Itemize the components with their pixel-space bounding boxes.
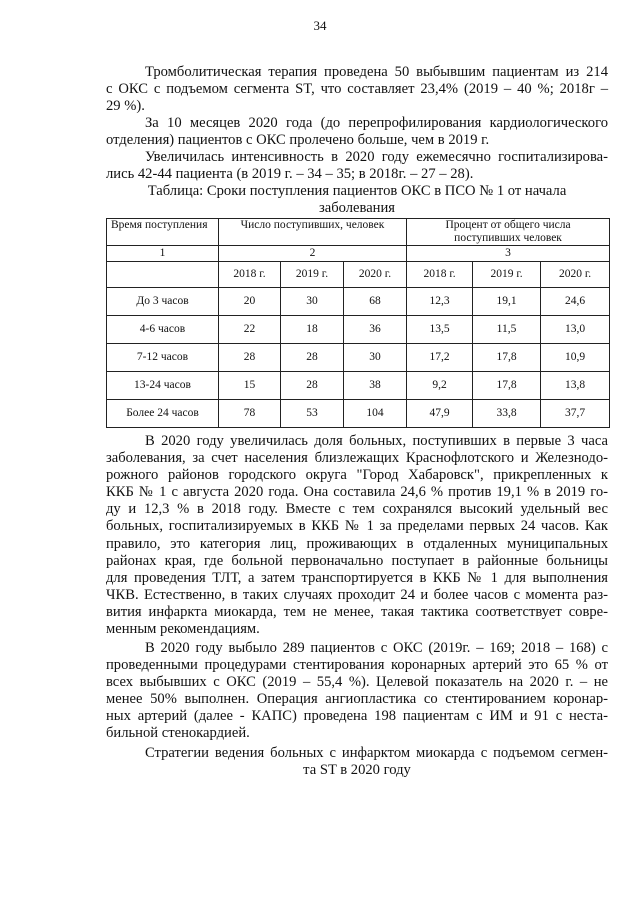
table-cell: 19,1 bbox=[473, 288, 541, 316]
text-line: для проведения ТЛТ, а затем транспортируется в ККБ № 1 для выполнения bbox=[106, 569, 608, 586]
text-line: районах края, где больной первоначально поступает в районные больницы bbox=[106, 552, 608, 569]
table-column-numbers-row bbox=[107, 246, 610, 262]
text-line: В 2020 году увеличилась доля больных, поступивших в первые 3 часа bbox=[145, 433, 608, 449]
text-line: В 2020 году выбыло 289 пациентов с ОКС (2019г. – 169; 2018 – 168) с bbox=[145, 640, 608, 656]
table-row bbox=[107, 344, 610, 372]
table-cell: 36 bbox=[344, 316, 407, 344]
table-caption bbox=[106, 183, 608, 217]
text-line: ККБ № 1 с августа 2020 года. Она составила 24,6 % против 19,1 % в 2019 го- bbox=[106, 484, 608, 501]
column-number: 1 bbox=[107, 246, 219, 262]
table-cell: 38 bbox=[344, 372, 407, 400]
text-line: ду и 12,3 % в 2018 году. Вместе с тем сохранялся высокий удельный вес bbox=[106, 501, 608, 518]
page-number: 34 bbox=[313, 18, 327, 33]
table-cell: 28 bbox=[219, 344, 281, 372]
heading-line: та ST в 2020 году bbox=[303, 762, 411, 779]
header-time: Время поступления bbox=[107, 219, 219, 246]
section-heading-strategies bbox=[106, 745, 608, 779]
column-number: 3 bbox=[407, 246, 610, 262]
empty-cell bbox=[107, 262, 219, 288]
table-row bbox=[107, 400, 610, 428]
year-header: 2018 г. bbox=[219, 262, 281, 288]
table-cell: 12,3 bbox=[407, 288, 473, 316]
year-header: 2020 г. bbox=[541, 262, 610, 288]
table-cell: 47,9 bbox=[407, 400, 473, 428]
table-cell: 30 bbox=[344, 344, 407, 372]
table-cell: 53 bbox=[281, 400, 344, 428]
year-header: 2019 г. bbox=[281, 262, 344, 288]
text-line: ЧКВ. Естественно, в таких случаях проходит 24 и более часов с момента раз- bbox=[106, 586, 608, 603]
paragraph-intensity bbox=[106, 149, 608, 183]
text-line: Увеличилась интенсивность в 2020 году ежемесячно госпитализирова- bbox=[145, 149, 608, 165]
row-label: 13-24 часов bbox=[107, 372, 219, 400]
table-row bbox=[107, 288, 610, 316]
paragraph-thrombolysis bbox=[106, 64, 608, 115]
text-line: больных, госпитализируемых в ККБ № 1 за пределами первых 24 часов. Как bbox=[106, 518, 608, 535]
header-percent: Процент от общего числа поступивших человек bbox=[407, 219, 610, 246]
table-row bbox=[107, 372, 610, 400]
table-cell: 11,5 bbox=[473, 316, 541, 344]
year-header: 2019 г. bbox=[473, 262, 541, 288]
admission-time-table bbox=[106, 218, 610, 428]
paragraph-10-months bbox=[106, 115, 608, 149]
table-header-row bbox=[107, 219, 610, 246]
text-line: бильной стенокардией. bbox=[106, 725, 250, 742]
table-cell: 28 bbox=[281, 372, 344, 400]
text-line: отделения) пациентов с ОКС пролечено больше, чем в 2019 г. bbox=[106, 132, 490, 149]
text-line: 29 %). bbox=[106, 98, 145, 115]
table-cell: 9,2 bbox=[407, 372, 473, 400]
text-line: менее 50% выполнен. Операция ангиопластика со стентированием коронар- bbox=[106, 691, 608, 708]
table-cell: 30 bbox=[281, 288, 344, 316]
paragraph-289 bbox=[106, 640, 608, 743]
row-label: 4-6 часов bbox=[107, 316, 219, 344]
year-header: 2018 г. bbox=[407, 262, 473, 288]
text-line: лись 42-44 пациента (в 2019 г. – 34 – 35; в 2018г. – 27 – 28). bbox=[106, 166, 474, 183]
text-line: заболевания, за счет населения близлежащих Краснофлотского и Железнодо- bbox=[106, 450, 608, 467]
text-line: менным рекомендациям. bbox=[106, 621, 260, 638]
table-cell: 28 bbox=[281, 344, 344, 372]
text-line: За 10 месяцев 2020 года (до перепрофилирования кардиологического bbox=[145, 115, 608, 131]
caption-line: Таблица: Сроки поступления пациентов ОКС в ПСО № 1 от начала bbox=[147, 183, 567, 199]
year-header: 2020 г. bbox=[344, 262, 407, 288]
text-line: рожного районов городского округа "Город Хабаровск", прикрепленных к bbox=[106, 467, 608, 484]
table-cell: 13,8 bbox=[541, 372, 610, 400]
table-cell: 104 bbox=[344, 400, 407, 428]
table-cell: 13,5 bbox=[407, 316, 473, 344]
row-label: 7-12 часов bbox=[107, 344, 219, 372]
text-line: вития инфаркта миокарда, тем не менее, такая тактика соответствует совре- bbox=[106, 603, 608, 620]
heading-line: Стратегии ведения больных с инфарктом миокарда с подъемом сегмен- bbox=[145, 745, 608, 761]
table-cell: 22 bbox=[219, 316, 281, 344]
text-line: с ОКС с подъемом сегмента ST, что составляет 23,4% (2019 – 40 %; 2018г – bbox=[106, 81, 608, 98]
row-label: До 3 часов bbox=[107, 288, 219, 316]
header-count: Число поступивших, человек bbox=[219, 219, 407, 246]
text-line: ных артерий (далее - КАПС) проведена 198 пациентам с ИМ и 91 с неста- bbox=[106, 708, 608, 725]
text-line: проведенными процедурами стентирования коронарных артерий это 65 % от bbox=[106, 657, 608, 674]
table-cell: 78 bbox=[219, 400, 281, 428]
table-cell: 37,7 bbox=[541, 400, 610, 428]
row-label: Более 24 часов bbox=[107, 400, 219, 428]
table-cell: 33,8 bbox=[473, 400, 541, 428]
caption-line: заболевания bbox=[318, 200, 396, 217]
table-cell: 10,9 bbox=[541, 344, 610, 372]
table-years-row bbox=[107, 262, 610, 288]
table-cell: 18 bbox=[281, 316, 344, 344]
text-line: Тромболитическая терапия проведена 50 выбывшим пациентам из 214 bbox=[145, 64, 608, 80]
table-cell: 68 bbox=[344, 288, 407, 316]
text-line: всех выбывших с ОКС (2019 – 55,4 %). Целевой показатель на 2020 г. – не bbox=[106, 674, 608, 691]
table-cell: 15 bbox=[219, 372, 281, 400]
table-cell: 17,8 bbox=[473, 344, 541, 372]
table-cell: 20 bbox=[219, 288, 281, 316]
table-cell: 17,8 bbox=[473, 372, 541, 400]
paragraph-share bbox=[106, 433, 608, 638]
table-cell: 17,2 bbox=[407, 344, 473, 372]
column-number: 2 bbox=[219, 246, 407, 262]
text-line: правило, это категория лиц, проживающих в отдаленных муниципальных bbox=[106, 535, 608, 552]
table-cell: 24,6 bbox=[541, 288, 610, 316]
table-cell: 13,0 bbox=[541, 316, 610, 344]
table-row bbox=[107, 316, 610, 344]
